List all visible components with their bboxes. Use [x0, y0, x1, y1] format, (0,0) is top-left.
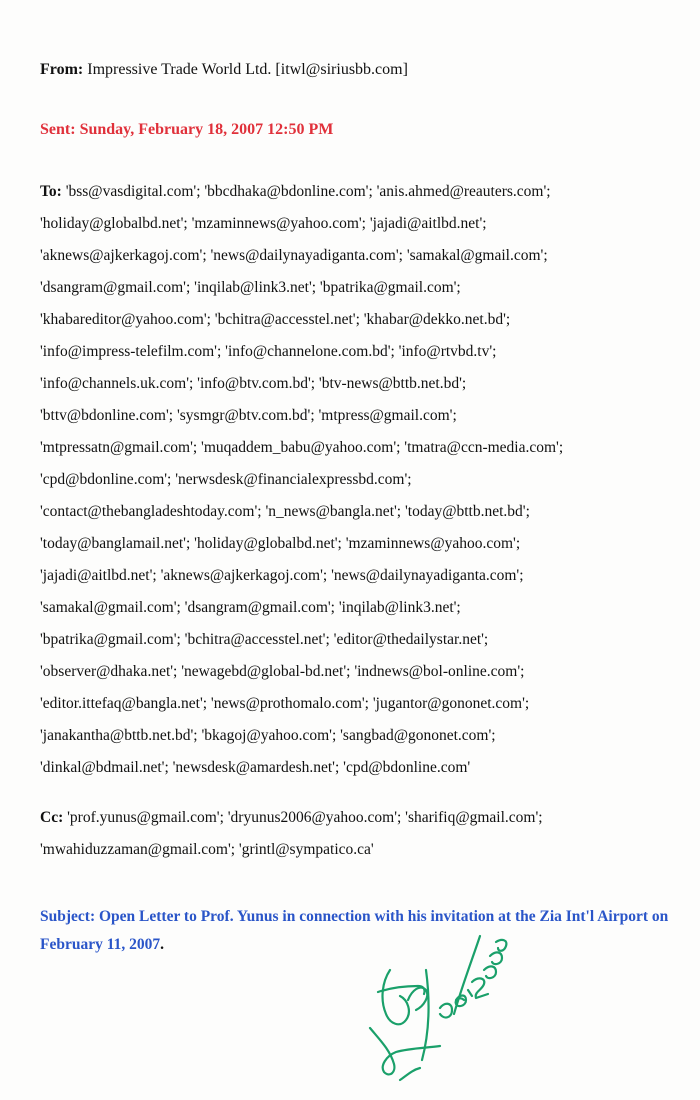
to-row-text: 'mtpressatn@gmail.com'; 'muqaddem_babu@yahoo.com'; 'tmatra@ccn-media.com';: [40, 439, 564, 456]
to-row: [40, 246, 680, 278]
to-row: [40, 470, 680, 502]
to-row-text: 'today@banglamail.net'; 'holiday@globalbd.net'; 'mzaminnews@yahoo.com';: [40, 535, 521, 552]
to-row-text: 'bss@vasdigital.com'; 'bbcdhaka@bdonline.com'; 'anis.ahmed@reauters.com';: [65, 183, 551, 200]
sent-value: Sunday, February 18, 2007 12:50 PM: [79, 121, 334, 138]
sent-line: [40, 120, 333, 140]
to-row-text: 'khabareditor@yahoo.com'; 'bchitra@accesstel.net'; 'khabar@dekko.net.bd';: [40, 311, 511, 328]
cc-row: [40, 840, 680, 872]
to-row: [40, 566, 680, 598]
to-row-text: 'observer@dhaka.net'; 'newagebd@global-bd.net'; 'indnews@bol-online.com';: [40, 663, 525, 680]
to-row: [40, 278, 680, 310]
from-line: [40, 60, 408, 80]
subject-value: Open Letter to Prof. Yunus in connection with his invitation at the Zia Int'l Airport on February 11, 2007: [40, 908, 669, 953]
from-value: Impressive Trade World Ltd. [itwl@siriusbb.com]: [87, 61, 408, 78]
handwritten-signature-icon: [360, 930, 510, 1090]
to-row: [40, 758, 680, 790]
to-row: [40, 534, 680, 566]
to-row-text: 'aknews@ajkerkagoj.com'; 'news@dailynayadiganta.com'; 'samakal@gmail.com';: [40, 247, 548, 264]
to-row: [40, 598, 680, 630]
to-row: [40, 630, 680, 662]
to-row-text: 'editor.ittefaq@bangla.net'; 'news@prothomalo.com'; 'jugantor@gononet.com';: [40, 695, 530, 712]
to-row-text: 'samakal@gmail.com'; 'dsangram@gmail.com'; 'inqilab@link3.net';: [40, 599, 461, 616]
cc-row: [40, 808, 680, 840]
to-row: [40, 438, 680, 470]
to-row-text: 'info@channels.uk.com'; 'info@btv.com.bd'; 'btv-news@bttb.net.bd';: [40, 375, 467, 392]
to-row-text: 'holiday@globalbd.net'; 'mzaminnews@yahoo.com'; 'jajadi@aitlbd.net';: [40, 215, 487, 232]
cc-recipients: [40, 808, 680, 872]
to-row-text: 'jajadi@aitlbd.net'; 'aknews@ajkerkagoj.com'; 'news@dailynayadiganta.com';: [40, 567, 524, 584]
cc-row-text: 'prof.yunus@gmail.com'; 'dryunus2006@yahoo.com'; 'sharifiq@gmail.com';: [67, 809, 543, 826]
to-row-text: 'cpd@bdonline.com'; 'nerwsdesk@financialexpressbd.com';: [40, 471, 412, 488]
from-label: From:: [40, 61, 84, 78]
to-row: [40, 310, 680, 342]
to-row: [40, 502, 680, 534]
to-row-text: 'bttv@bdonline.com'; 'sysmgr@btv.com.bd'; 'mtpress@gmail.com';: [40, 407, 457, 424]
to-row-text: 'info@impress-telefilm.com'; 'info@channelone.com.bd'; 'info@rtvbd.tv';: [40, 343, 497, 360]
to-row: [40, 374, 680, 406]
to-row: [40, 694, 680, 726]
to-row-text: 'bpatrika@gmail.com'; 'bchitra@accesstel.net'; 'editor@thedailystar.net';: [40, 631, 489, 648]
to-row-text: 'janakantha@bttb.net.bd'; 'bkagoj@yahoo.com'; 'sangbad@gononet.com';: [40, 727, 496, 744]
sent-label: Sent:: [40, 121, 76, 138]
to-row-text: 'contact@thebangladeshtoday.com'; 'n_news@bangla.net'; 'today@bttb.net.bd';: [40, 503, 530, 520]
cc-label: Cc:: [40, 809, 64, 826]
to-row: [40, 662, 680, 694]
to-row-text: 'dsangram@gmail.com'; 'inqilab@link3.net'; 'bpatrika@gmail.com';: [40, 279, 461, 296]
to-row: [40, 726, 680, 758]
subject-end: .: [160, 936, 164, 953]
to-row: [40, 342, 680, 374]
to-row: [40, 406, 680, 438]
to-label: To:: [40, 183, 62, 200]
to-row: [40, 214, 680, 246]
to-row-text: 'dinkal@bdmail.net'; 'newsdesk@amardesh.net'; 'cpd@bdonline.com': [40, 759, 471, 776]
to-recipients: [40, 182, 680, 790]
to-row: [40, 182, 680, 214]
subject-label: Subject:: [40, 908, 96, 925]
cc-row-text: 'mwahiduzzaman@gmail.com'; 'grintl@sympatico.ca': [40, 841, 374, 858]
